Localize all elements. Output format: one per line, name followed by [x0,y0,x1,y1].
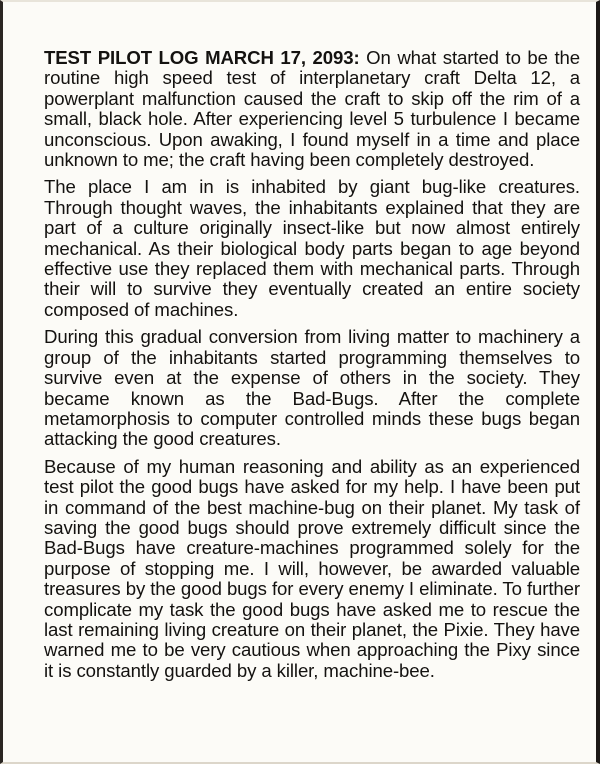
log-heading: TEST PILOT LOG MARCH 17, 2093: [44,47,360,68]
paragraph-2: The place I am in is inhabited by giant bug-like creatures. Through thought waves, the inhabitants explained that they are part of a culture originally insect-like but now almost entirely mechanical. As their biological body parts began to age beyond effective use they replaced them with mechanical parts. Through their will to survive they eventually created an entire society composed of machines. [44,176,580,320]
log-text [44,48,580,688]
paragraph-1-body: On what started to be the routine high speed test of interplanetary craft Delta 12, a powerplant malfunction caused the craft to skip off the rim of a small, black hole. After experiencing level 5 turbulence I became unconscious. Upon awaking, I found myself in a time and place unknown to me; the craft having been completely destroyed. [44,47,581,171]
paragraph-1 [44,48,580,170]
paragraph-4: Because of my human reasoning and ability as an experienced test pilot the good bugs have asked for my help. I have been put in command of the best machine-bug on their planet. My task of saving the good bugs should prove extremely difficult since the Bad-Bugs have creature-machines programmed solely for the purpose of stopping me. I will, however, be awarded valuable treasures by the good bugs for every enemy I eliminate. To further complicate my task the good bugs have asked me to rescue the last remaining living creature on their planet, the Pixie. They have warned me to be very cautious when approaching the Pixy since it is constantly guarded by a killer, machine-bee. [44,455,580,681]
paragraph-3: During this gradual conversion from living matter to machinery a group of the inhabitants started programming themselves to survive even at the expense of others in the society. They became known as the Bad-Bugs. After the complete metamorphosis to computer controlled minds these bugs began attacking the good creatures. [44,326,580,450]
